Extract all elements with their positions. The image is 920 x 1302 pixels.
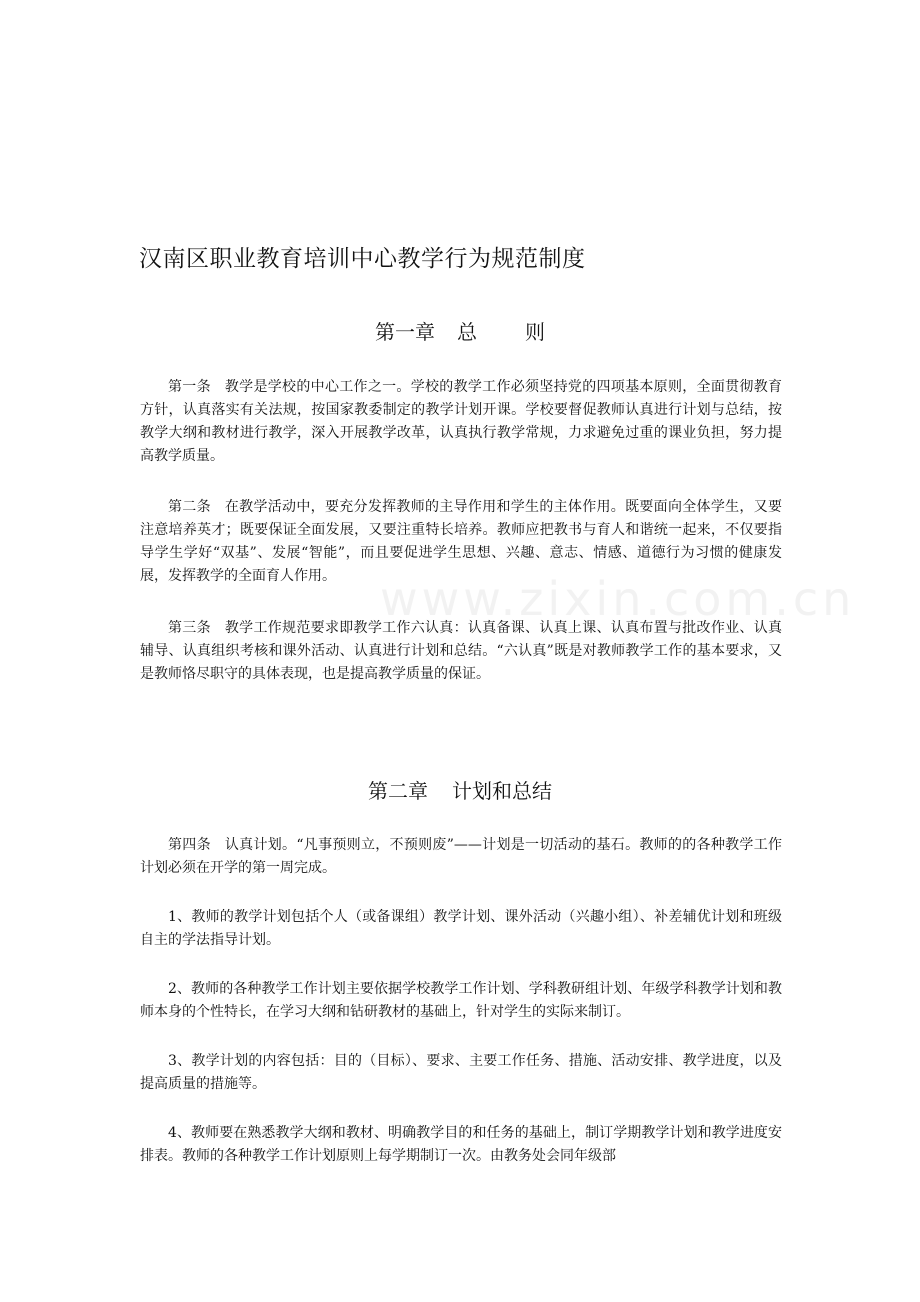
watermark: www.zixin.com.cn xyxy=(380,572,856,626)
article-1-text: 教学是学校的中心工作之一。学校的教学工作必须坚持党的四项基本原则，全面贯彻教育方针，认真落实有关法规，按国家教委制定的教学计划开课。学校要督促教师认真进行计划与总结，按教学大纲和教材进行教学，深入开展教学改革，认真执行教学常规，力求避免过重的课业负担，努力提高教学质量。 xyxy=(140,379,783,464)
chapter-2-heading xyxy=(0,775,920,804)
chapter-1-title-part2: 则 xyxy=(525,320,545,344)
article-3-text: 教学工作规范要求即教学工作六认真：认真备课、认真上课、认真布置与批改作业、认真辅导、认真组织考核和课外活动、认真进行计划和总结。“六认真”既是对教师教学工作的基本要求，又是教师恪尽职守的具体表现，也是提高教学质量的保证。 xyxy=(140,620,783,682)
chapter-2-number: 第二章 xyxy=(368,779,428,803)
list-item-3: 3、教学计划的内容包括：目的（目标）、要求、主要工作任务、措施、活动安排、教学进度，以及提高质量的措施等。 xyxy=(140,1053,782,1092)
chapter-1-heading xyxy=(0,316,920,345)
list-item-2: 2、教师的各种教学工作计划主要依据学校教学工作计划、学科教研组计划、年级学科教学计划和教师本身的个性特长，在学习大纲和钻研教材的基础上，针对学生的实际来制订。 xyxy=(140,981,782,1020)
list-item-4: 4、教师要在熟悉教学大纲和教材、明确教学目的和任务的基础上，制订学期教学计划和教学进度安排表。教师的各种教学工作计划原则上每学期制订一次。由教务处会同年级部 xyxy=(140,1125,782,1164)
article-2 xyxy=(140,496,782,588)
article-1 xyxy=(140,376,782,468)
article-2-number: 第二条 xyxy=(168,499,211,515)
chapter-2-title: 计划和总结 xyxy=(452,779,552,803)
chapter-1-title-part1: 总 xyxy=(457,320,477,344)
article-3-number: 第三条 xyxy=(168,620,211,636)
article-3 xyxy=(140,617,782,686)
chapter-1-number: 第一章 xyxy=(375,320,435,344)
list-item-1: 1、教师的教学计划包括个人（或备课组）教学计划、课外活动（兴趣小组）、补差辅优计划和班级自主的学法指导计划。 xyxy=(140,909,782,948)
article-4 xyxy=(140,834,782,880)
article-2-text: 在教学活动中，要充分发挥教师的主导作用和学生的主体作用。既要面向全体学生，又要注意培养英才；既要保证全面发展，又要注重特长培养。教师应把教书与育人和谐统一起来，不仅要指导学生学好“双基”、发展“智能”，而且要促进学生思想、兴趣、意志、情感、道德行为习惯的健康发展，发挥教学的全面育人作用。 xyxy=(140,499,783,584)
article-4-number: 第四条 xyxy=(168,837,211,853)
document-title: 汉南区职业教育培训中心教学行为规范制度 xyxy=(139,246,586,272)
article-1-number: 第一条 xyxy=(168,379,211,395)
article-4-text: 认真计划。“凡事预则立，不预则废”——计划是一切活动的基石。教师的的各种教学工作计划必须在开学的第一周完成。 xyxy=(140,837,783,876)
